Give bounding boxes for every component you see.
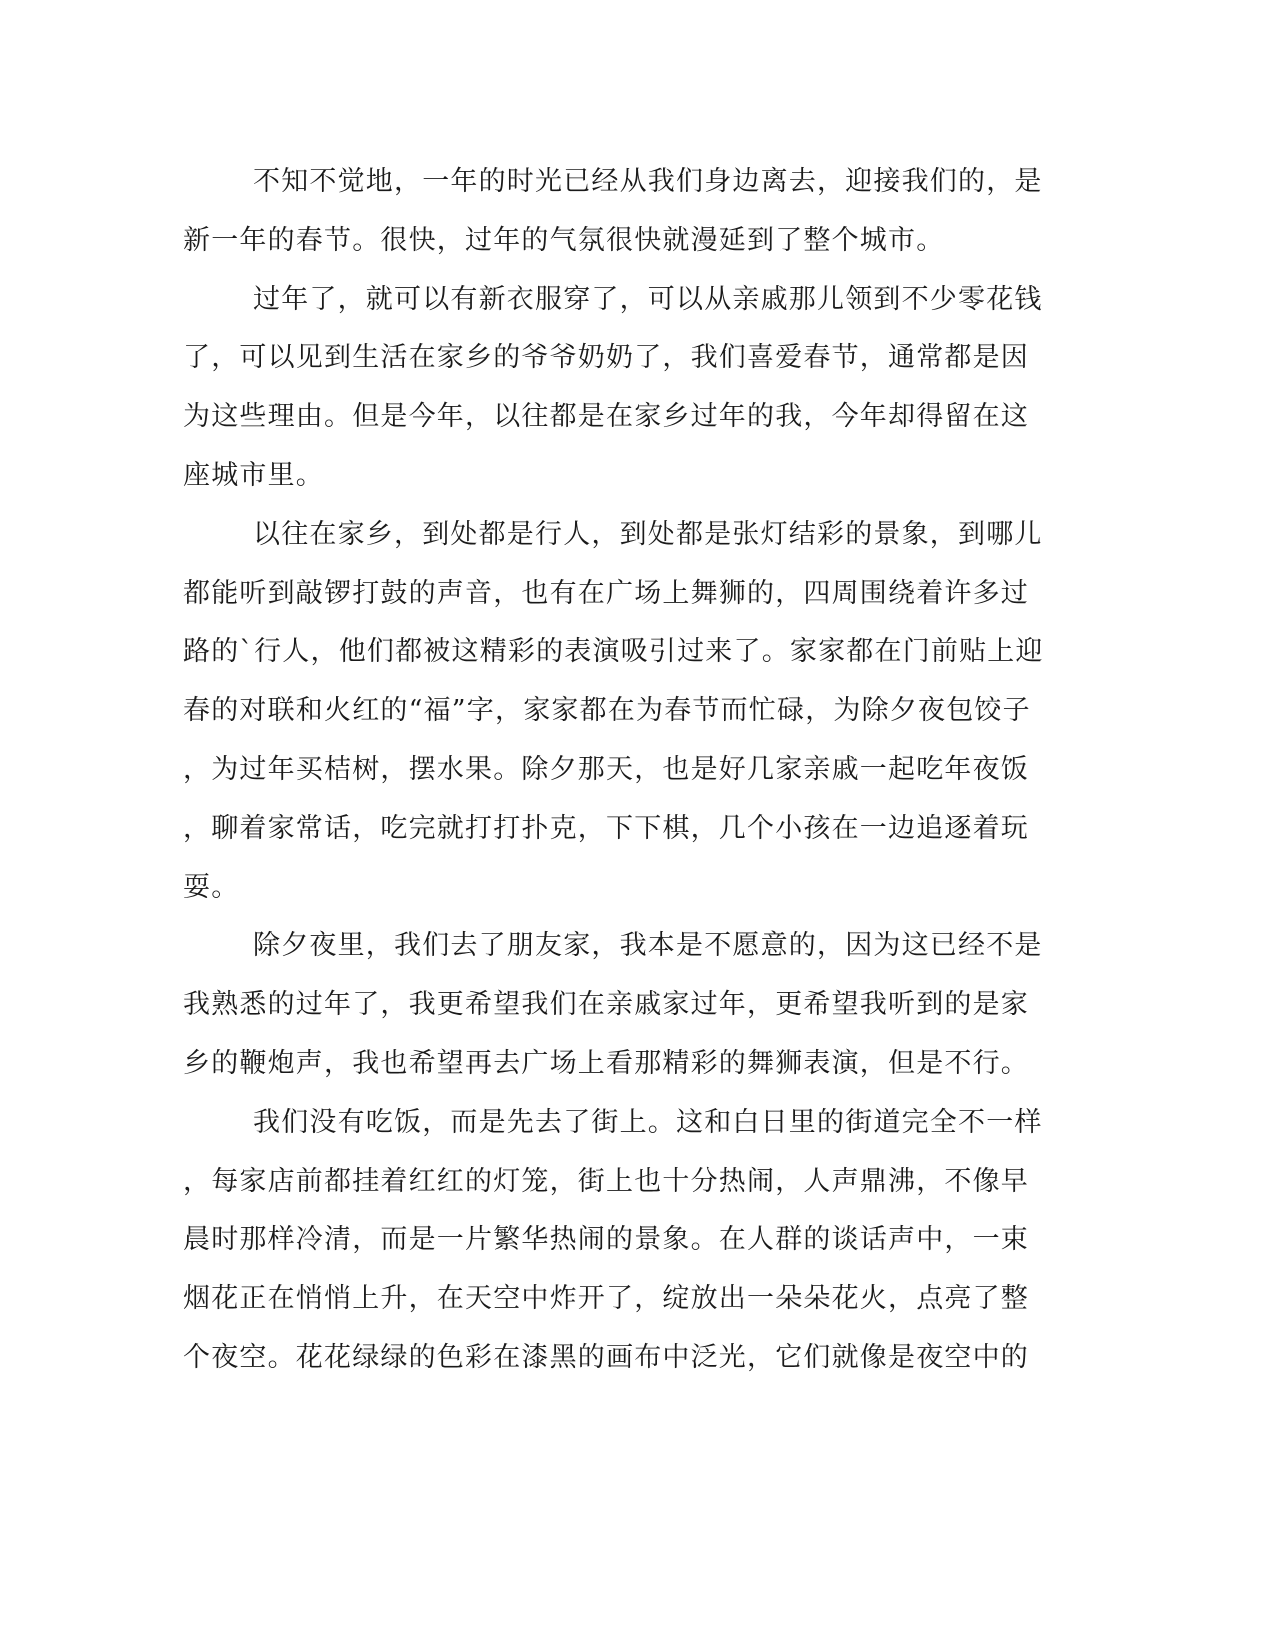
paragraph-line: 以往在家乡，到处都是行人，到处都是张灯结彩的景象，到哪儿 <box>253 518 1043 550</box>
paragraph-line: 除夕夜里，我们去了朋友家，我本是不愿意的，因为这已经不是 <box>253 930 1043 962</box>
paragraph-line: 了，可以见到生活在家乡的爷爷奶奶了，我们喜爱春节，通常都是因 <box>183 342 1029 374</box>
paragraph-line: 都能听到敲锣打鼓的声音，也有在广场上舞狮的，四周围绕着许多过 <box>183 577 1029 609</box>
paragraph-line: 座城市里。 <box>183 459 324 491</box>
paragraph-line: 晨时那样冷清，而是一片繁华热闹的景象。在人群的谈话声中，一束 <box>183 1224 1029 1256</box>
paragraph-line: 我熟悉的过年了，我更希望我们在亲戚家过年，更希望我听到的是家 <box>183 989 1029 1021</box>
paragraph-line: ，为过年买桔树，摆水果。除夕那天，也是好几家亲戚一起吃年夜饭 <box>183 753 1029 785</box>
paragraph-line: ，每家店前都挂着红红的灯笼，街上也十分热闹，人声鼎沸，不像早 <box>183 1165 1029 1197</box>
paragraph-line: 我们没有吃饭，而是先去了街上。这和白日里的街道完全不一样 <box>253 1106 1043 1138</box>
paragraph-line: 个夜空。花花绿绿的色彩在漆黑的画布中泛光，它们就像是夜空中的 <box>183 1341 1029 1373</box>
paragraph-line: 乡的鞭炮声，我也希望再去广场上看那精彩的舞狮表演，但是不行。 <box>183 1047 1029 1079</box>
body-text <box>183 153 1044 1388</box>
paragraph-line: 路的`行人，他们都被这精彩的表演吸引过来了。家家都在门前贴上迎 <box>183 636 1044 668</box>
paragraph-line: 耍。 <box>183 871 240 903</box>
paragraph-line: 为这些理由。但是今年，以往都是在家乡过年的我，今年却得留在这 <box>183 401 1029 433</box>
paragraph-line: 不知不觉地，一年的时光已经从我们身边离去，迎接我们的，是 <box>253 166 1043 197</box>
paragraph-line: 过年了，就可以有新衣服穿了，可以从亲戚那儿领到不少零花钱 <box>253 283 1043 315</box>
paragraph-line: 新一年的春节。很快，过年的气氛很快就漫延到了整个城市。 <box>183 224 945 256</box>
paragraph-line: 烟花正在悄悄上升，在天空中炸开了，绽放出一朵朵花火，点亮了整 <box>183 1283 1029 1315</box>
paragraph-line: ，聊着家常话，吃完就打打扑克，下下棋，几个小孩在一边追逐着玩 <box>183 812 1029 844</box>
paragraph-line: 春的对联和火红的“福”字，家家都在为春节而忙碌，为除夕夜包饺子 <box>183 695 1031 727</box>
